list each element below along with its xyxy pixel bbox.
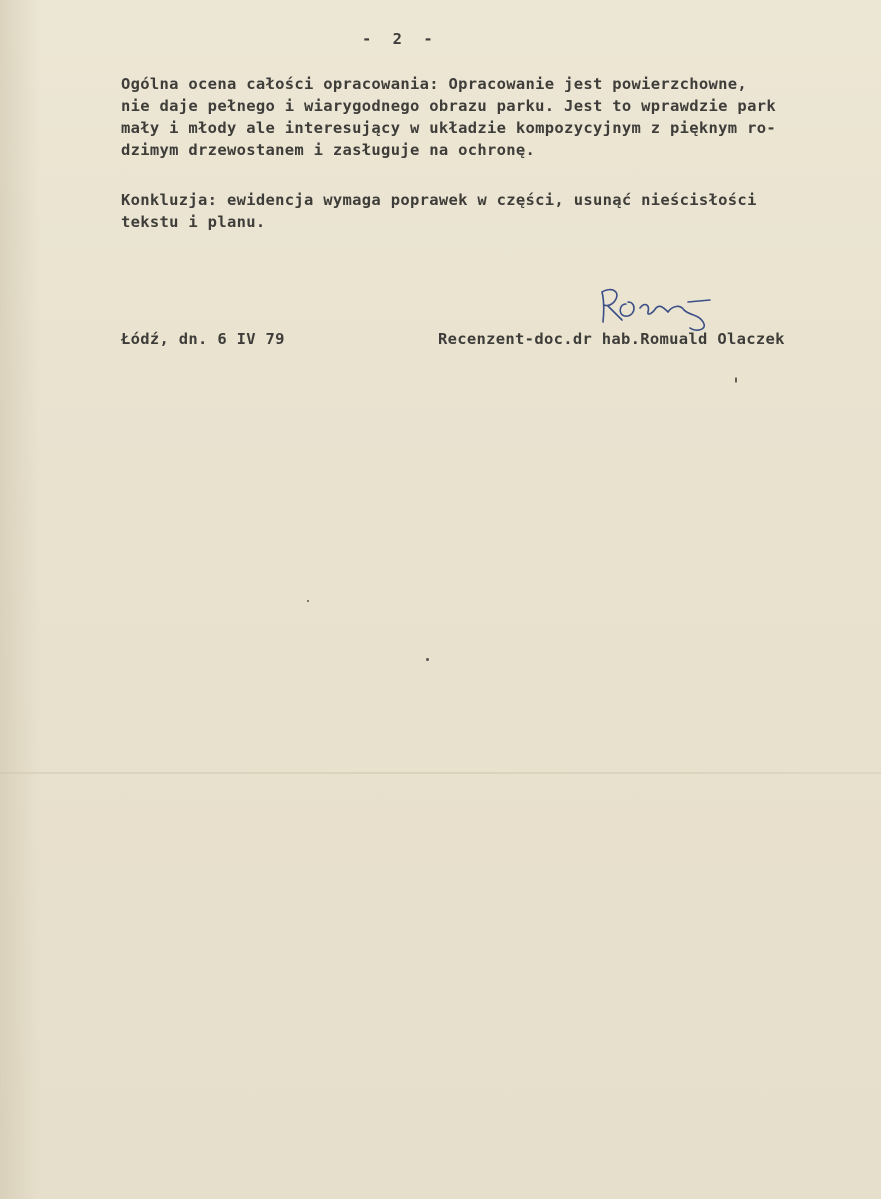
- paragraph-line: mały i młody ale interesujący w układzie kompozycyjnym z pięknym ro-: [121, 119, 776, 137]
- paper-fold-line: [0, 772, 881, 774]
- paragraph-line: Ogólna ocena całości opracowania: Opracowanie jest powierzchowne,: [121, 75, 748, 93]
- page-number: - 2 -: [362, 30, 439, 48]
- conclusion-paragraph: [121, 189, 841, 233]
- place-and-date: Łódź, dn. 6 IV 79: [121, 330, 285, 348]
- paragraph-line: nie daje pełnego i wiarygodnego obrazu parku. Jest to wprawdzie park: [121, 97, 776, 115]
- paragraph-line: tekstu i planu.: [121, 213, 266, 231]
- paper-edge-shading: [0, 0, 40, 1199]
- assessment-paragraph: [121, 73, 841, 161]
- handwritten-signature: [592, 284, 722, 334]
- paragraph-line: Konkluzja: ewidencja wymaga poprawek w części, usunąć nieścisłości: [121, 191, 757, 209]
- paper-speck: [735, 377, 737, 383]
- paragraph-line: dzimym drzewostanem i zasługuje na ochronę.: [121, 141, 536, 159]
- paper-speck: [307, 600, 309, 602]
- reviewer-name: Recenzent-doc.dr hab.Romuald Olaczek: [438, 330, 785, 348]
- paper-speck: [426, 658, 429, 661]
